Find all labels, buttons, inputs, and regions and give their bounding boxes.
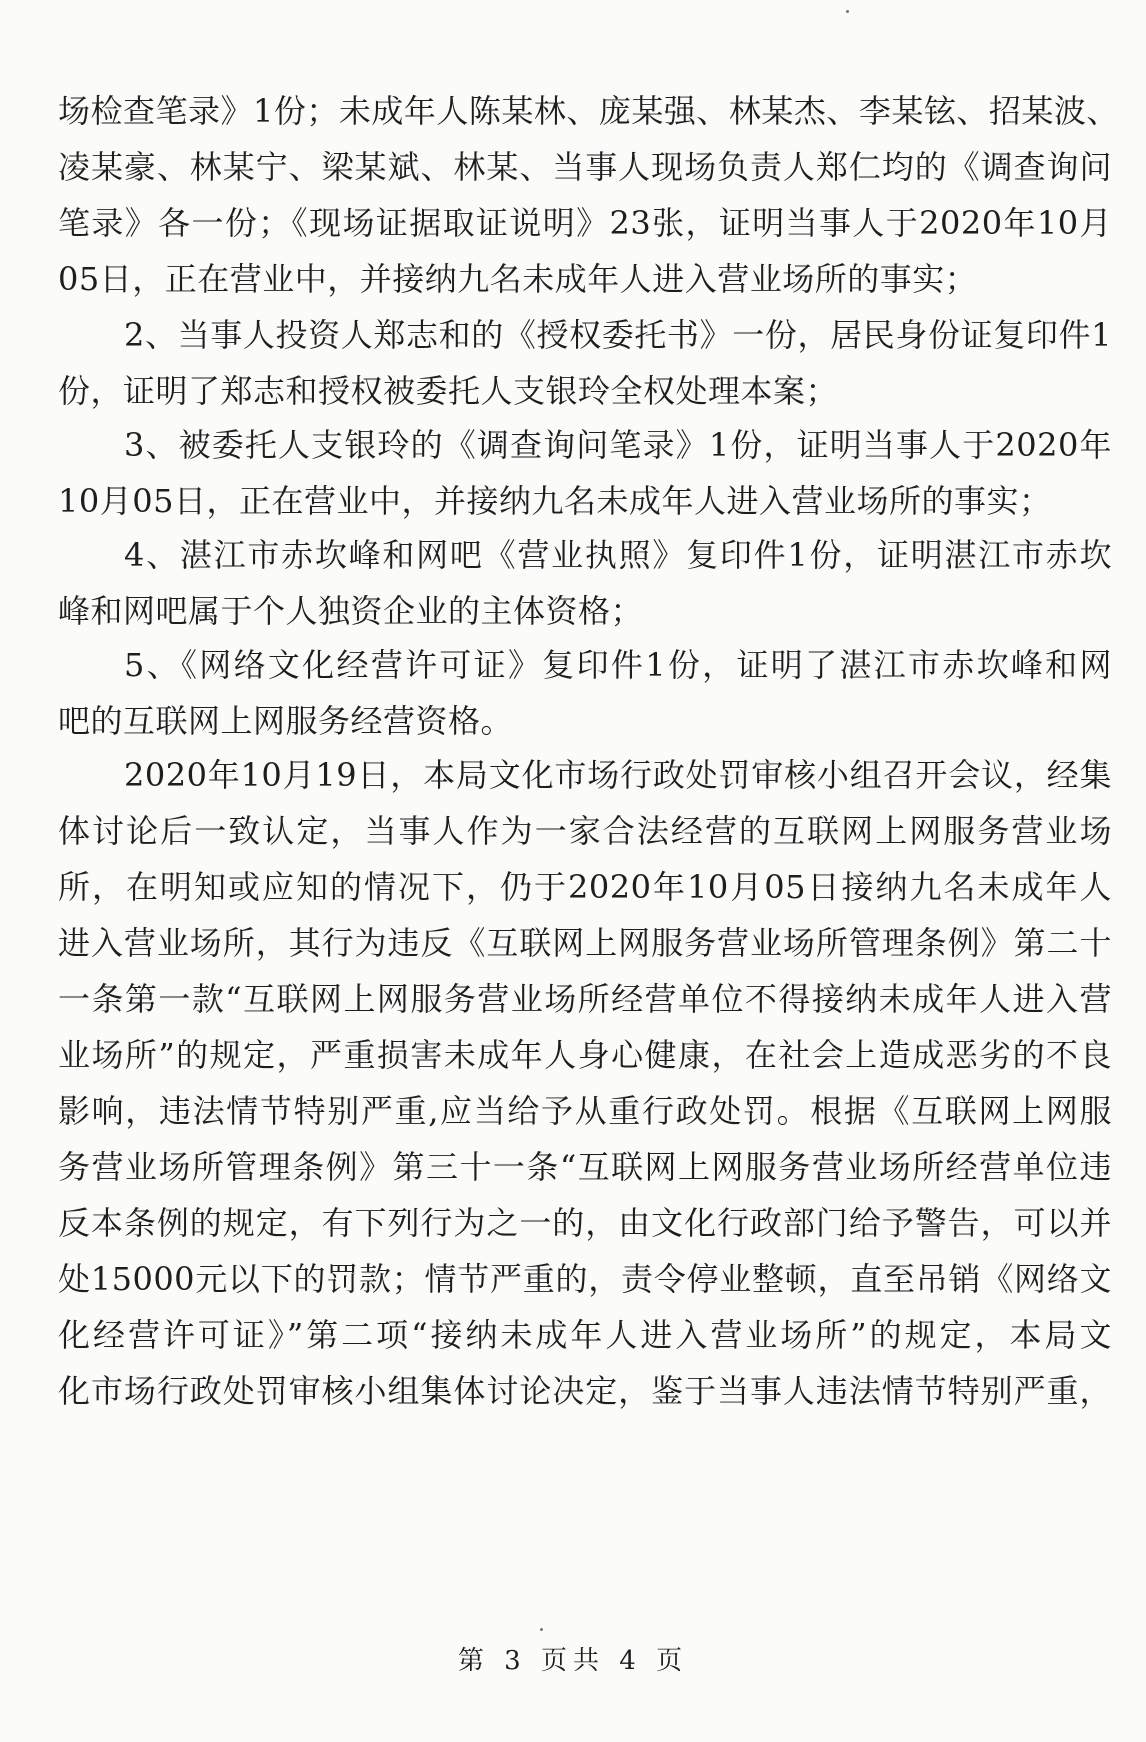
text-line: 2、当事人投资人郑志和的《授权委托书》一份，居民身份证复印件1 (124, 316, 1112, 354)
text-line: 10月05日，正在营业中，并接纳九名未成年人进入营业场所的事实； (58, 482, 1052, 520)
text-line: 吧的互联网上网服务经营资格。 (58, 702, 514, 740)
text-line: 峰和网吧属于个人独资企业的主体资格； (58, 592, 644, 630)
text-line: 2020年10月19日，本局文化市场行政处罚审核小组召开会议，经集 (124, 756, 1112, 794)
text-line: 05日，正在营业中，并接纳九名未成年人进入营业场所的事实； (58, 260, 978, 298)
scan-speck (846, 10, 849, 13)
page-number: 第 3 页共 4 页 (457, 1646, 689, 1676)
text-line: 所，在明知或应知的情况下，仍于2020年10月05日接纳九名未成年人 (58, 868, 1112, 906)
text-line: 影响，违法情节特别严重,应当给予从重行政处罚。根据《互联网上网服 (58, 1092, 1112, 1130)
text-line: 处15000元以下的罚款；情节严重的，责令停业整顿，直至吊销《网络文 (58, 1260, 1112, 1298)
scan-speck (540, 1628, 543, 1631)
text-line: 化经营许可证》”第二项“接纳未成年人进入营业场所”的规定，本局文 (58, 1316, 1112, 1354)
text-line: 份，证明了郑志和授权被委托人支银玲全权处理本案； (58, 372, 839, 410)
text-line: 笔录》各一份；《现场证据取证说明》23张，证明当事人于2020年10月 (58, 204, 1112, 242)
text-line: 业场所”的规定，严重损害未成年人身心健康，在社会上造成恶劣的不良 (58, 1036, 1112, 1074)
text-line: 5、《网络文化经营许可证》复印件1份，证明了湛江市赤坎峰和网 (124, 646, 1112, 684)
text-line: 体讨论后一致认定，当事人作为一家合法经营的互联网上网服务营业场 (58, 812, 1112, 850)
text-line: 反本条例的规定，有下列行为之一的，由文化行政部门给予警告，可以并 (58, 1204, 1112, 1242)
text-line: 场检查笔录》1份；未成年人陈某林、庞某强、林某杰、李某铉、招某波、 (58, 92, 1119, 130)
text-line: 务营业场所管理条例》第三十一条“互联网上网服务营业场所经营单位违 (58, 1148, 1112, 1186)
text-line: 凌某豪、林某宁、梁某斌、林某、当事人现场负责人郑仁均的《调查询问 (58, 148, 1112, 186)
text-line: 4、湛江市赤坎峰和网吧《营业执照》复印件1份，证明湛江市赤坎 (124, 536, 1112, 574)
text-line: 进入营业场所，其行为违反《互联网上网服务营业场所管理条例》第二十 (58, 924, 1112, 962)
text-line: 一条第一款“互联网上网服务营业场所经营单位不得接纳未成年人进入营 (58, 980, 1112, 1018)
text-line: 化市场行政处罚审核小组集体讨论决定，鉴于当事人违法情节特别严重， (58, 1372, 1112, 1410)
text-line: 3、被委托人支银玲的《调查询问笔录》1份，证明当事人于2020年 (124, 426, 1112, 464)
